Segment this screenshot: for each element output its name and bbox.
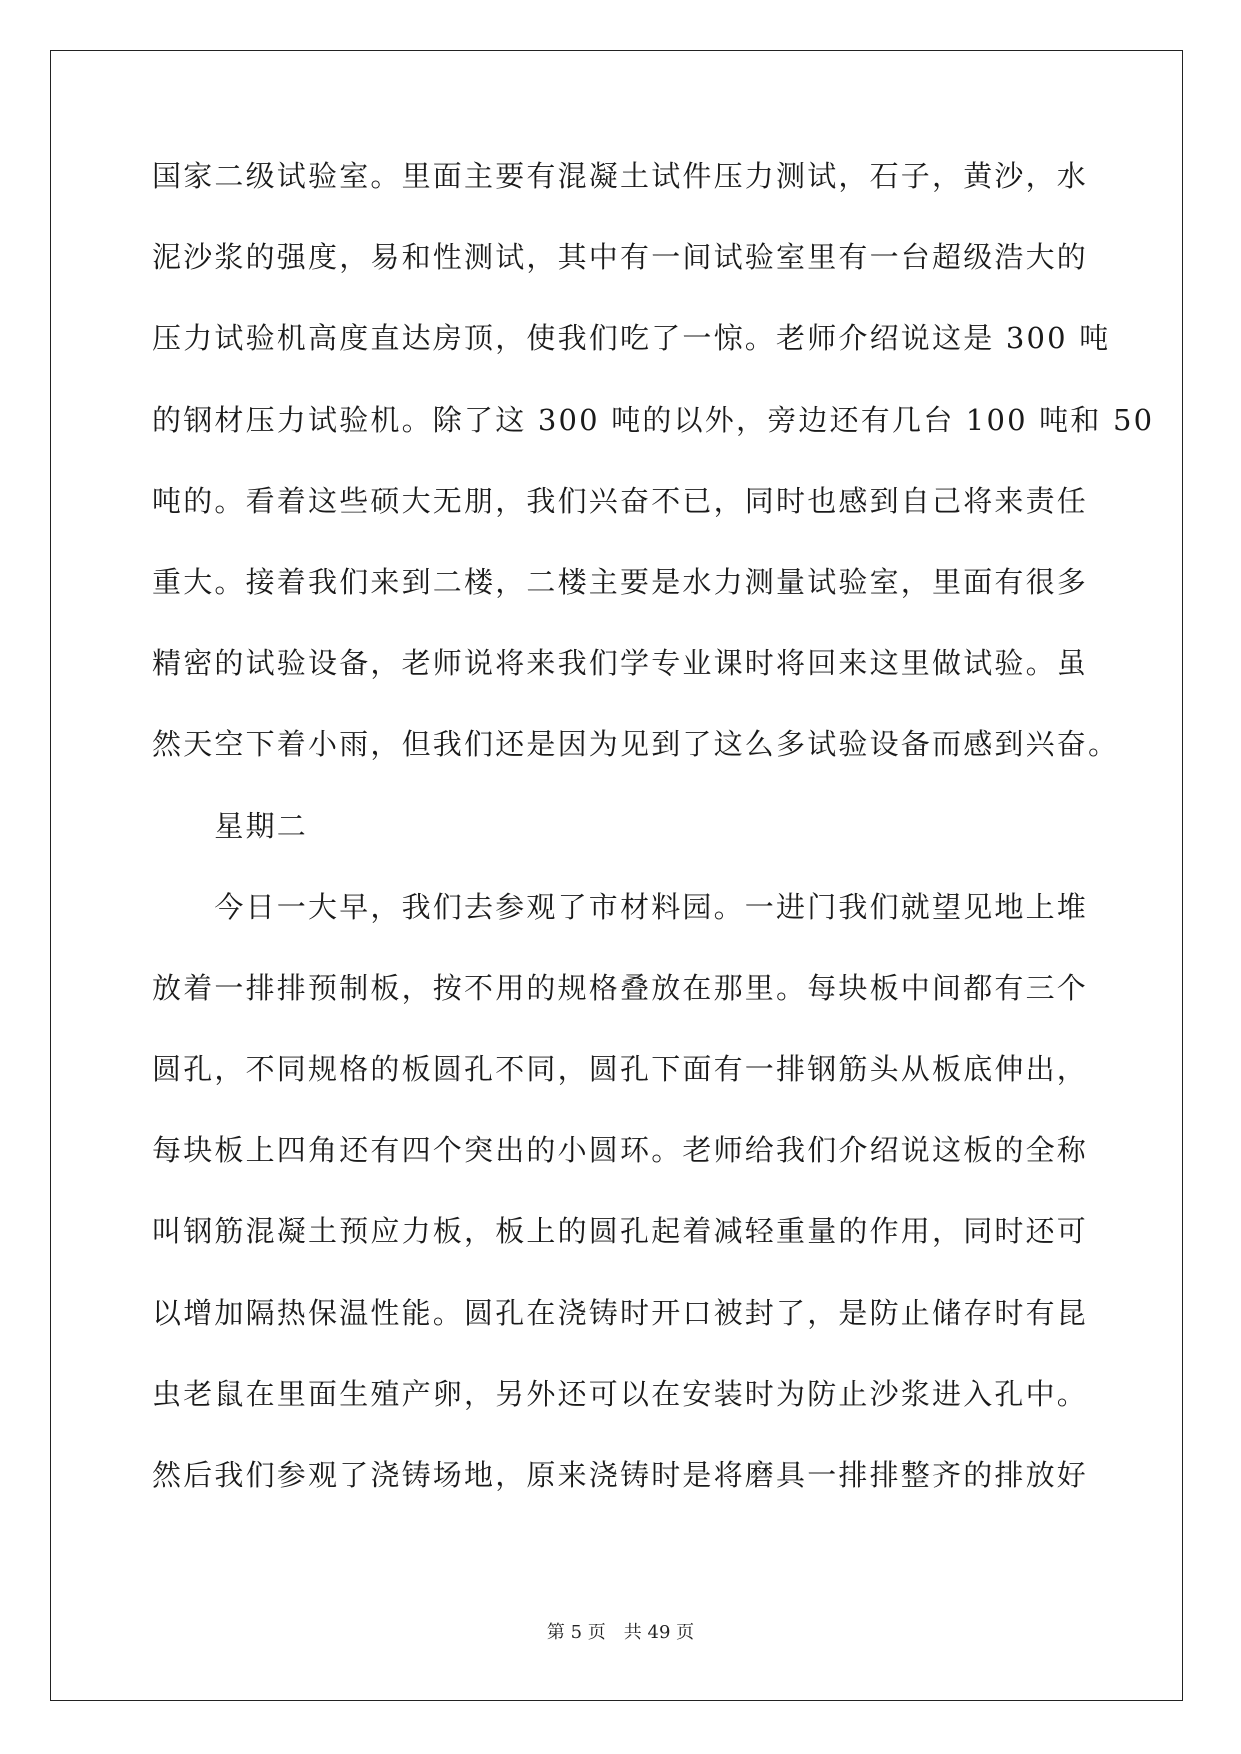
text-line: 国家二级试验室。里面主要有混凝土试件压力测试，石子，黄沙，水 <box>152 159 1089 193</box>
text-line: 以增加隔热保温性能。圆孔在浇铸时开口被封了，是防止储存时有昆 <box>152 1295 1089 1330</box>
page-number: 第 5 页 <box>546 1622 606 1643</box>
text-line: 虫老鼠在里面生殖产卵，另外还可以在安装时为防止沙浆进入孔中。 <box>152 1376 1089 1411</box>
text-line: 然天空下着小雨，但我们还是因为见到了这么多试验设备而感到兴奋。 <box>152 727 1120 762</box>
text-line: 的钢材压力试验机。除了这 300 吨的以外，旁边还有几台 100 吨和 50 <box>152 402 1155 437</box>
text-line: 放着一排排预制板，按不用的规格叠放在那里。每块板中间都有三个 <box>152 970 1089 1005</box>
text-line: 每块板上四角还有四个突出的小圆环。老师给我们介绍说这板的全称 <box>152 1133 1089 1168</box>
text-line: 吨的。看着这些硕大无朋，我们兴奋不已，同时也感到自己将来责任 <box>152 483 1089 518</box>
text-line: 精密的试验设备，老师说将来我们学专业课时将回来这里做试验。虽 <box>152 646 1089 681</box>
text-line: 重大。接着我们来到二楼，二楼主要是水力测量试验室，里面有很多 <box>152 564 1089 599</box>
document-body <box>152 158 1155 1538</box>
text-line: 圆孔，不同规格的板圆孔不同，圆孔下面有一排钢筋头从板底伸出， <box>152 1052 1089 1087</box>
text-line: 今日一大早，我们去参观了市材料园。一进门我们就望见地上堆 <box>152 889 1089 924</box>
text-line: 压力试验机高度直达房顶，使我们吃了一惊。老师介绍说这是 300 吨 <box>152 321 1111 356</box>
text-line: 叫钢筋混凝土预应力板，板上的圆孔起着减轻重量的作用，同时还可 <box>152 1214 1089 1249</box>
text-line: 然后我们参观了浇铸场地，原来浇铸时是将磨具一排排整齐的排放好 <box>152 1458 1089 1492</box>
section-heading: 星期二 <box>152 808 309 843</box>
page-footer <box>0 1618 1241 1644</box>
page-total: 共 49 页 <box>623 1622 695 1643</box>
text-line: 泥沙浆的强度，易和性测试，其中有一间试验室里有一台超级浩大的 <box>152 240 1089 275</box>
